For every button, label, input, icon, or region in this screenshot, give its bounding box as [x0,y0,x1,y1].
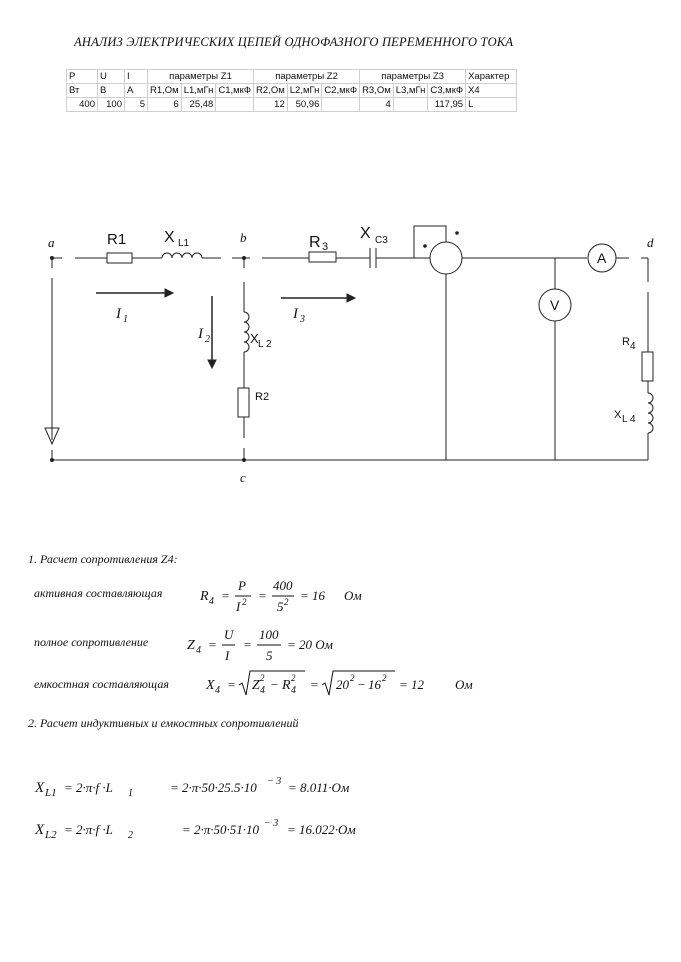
node-dot [243,459,246,462]
resistor-r2 [238,388,249,417]
full-num2: 100 [259,627,279,642]
label-ammeter: A [597,250,607,266]
label-r3: R [309,234,321,251]
label-i3-sub: 3 [300,314,305,325]
node-dot [243,257,246,260]
xl2-calc: = 2·π·50·51·10 [182,822,260,837]
xl2-lhs: X [35,822,45,838]
table-cell: C3,мкФ [428,84,466,98]
full-num: U [224,627,234,642]
table-cell: 12 [254,98,288,112]
label-r4-sub: 4 [630,341,636,352]
label-r2: R2 [255,391,270,403]
section2-formulas [0,770,681,850]
table-cell: 25,48 [181,98,216,112]
cap-unit: Ом [455,677,473,692]
full-label: полное сопротивление [34,635,149,649]
table-cell: U [98,70,125,84]
active-den2-exp: 2 [284,597,289,607]
table-cell: параметры Z3 [360,70,466,84]
label-i2: I [198,326,203,342]
label-i1: I [116,306,121,322]
label-r4: R [622,336,630,348]
full-lhs-sub: 4 [196,645,201,656]
inductor-l2 [244,312,249,352]
node-label-c: c [240,470,246,485]
label-xl4: X [614,409,622,421]
label-i3: I [293,306,298,322]
xl1-formula: = 2·π·f ·L [64,780,113,795]
table-cell: параметры Z1 [148,70,254,84]
active-result: = 16 [300,588,326,603]
equals-sign: = [208,637,217,652]
resistor-r4 [642,352,653,381]
table-cell: R2,Ом [254,84,288,98]
equals-sign: = [243,637,252,652]
active-num: P [238,578,246,593]
equals-sign: = [221,588,230,603]
page-title: АНАЛИЗ ЭЛЕКТРИЧЕСКИХ ЦЕПЕЙ ОДНОФАЗНОГО ПЕРЕМЕННОГО ТОКА [74,35,514,49]
table-cell: I [125,70,148,84]
label-xc3-sub: C3 [375,235,388,246]
cap-minus: − [270,677,279,692]
cap-label: емкостная составляющая [34,677,169,691]
table-cell: 100 [98,98,125,112]
table-cell: 117,95 [428,98,466,112]
node-label-d: d [647,235,654,250]
table-cell: L3,мГн [393,84,428,98]
table-cell: 50,96 [287,98,322,112]
table-cell: В [98,84,125,98]
wattmeter-coil [414,226,446,258]
label-xl2: X [250,331,259,346]
xl1-lhs-sub: L1 [45,787,57,799]
inductor-l4 [648,393,653,433]
label-xl2-sub: L 2 [258,339,272,350]
wattmeter-dot [424,245,427,248]
active-num2: 400 [273,578,293,593]
table-cell: параметры Z2 [254,70,360,84]
section2-heading: 2. Расчет индуктивных и емкостных сопротивлений [28,716,299,730]
table-cell: 4 [360,98,394,112]
table-cell: R1,Ом [148,84,182,98]
cap-rad1: Z [252,678,260,693]
label-xc3: X [360,225,371,242]
table-cell: L [466,98,517,112]
label-r3-sub: 3 [322,241,329,253]
table-cell: P [67,70,98,84]
table-cell: 5 [125,98,148,112]
table-cell: C1,мкФ [216,84,254,98]
label-xl1: X [164,229,175,246]
active-label: активная составляющая [34,586,163,600]
current-arrow-head [208,360,216,368]
cap-result: = 12 [399,677,425,692]
resistor-r1 [107,253,132,263]
current-arrow-head [165,289,173,297]
equals-sign: = [227,677,236,692]
cap-rad4-exp: 2 [382,673,387,683]
table-cell: L1,мГн [181,84,216,98]
label-voltmeter: V [550,297,560,313]
xl2-formula: = 2·π·f ·L [64,822,113,837]
node-label-b: b [240,230,247,245]
label-xl4-sub: L 4 [622,414,636,425]
node-label-a: a [48,235,55,250]
cap-lhs: X [206,678,215,693]
xl2-formula-sub: 2 [128,830,133,841]
current-arrow-head [347,294,355,302]
cap-minus-2: − [357,677,366,692]
wattmeter [430,242,462,274]
inductor-l1 [162,253,202,258]
cap-lhs-sub: 4 [215,685,220,696]
active-den: I [236,599,241,614]
node-dot [51,257,54,260]
full-den: I [225,648,230,663]
active-den-exp: 2 [242,597,247,607]
xl1-lhs: X [35,780,45,796]
full-den2: 5 [266,648,273,663]
xl2-result: = 16.022·Ом [287,822,356,837]
cap-rad3: 20 [336,677,349,692]
table-cell: А [125,84,148,98]
equals-sign: = [310,677,319,692]
active-lhs-sub: 4 [209,596,214,607]
equals-sign: = [258,588,267,603]
section1-formulas [0,575,681,705]
table-cell: 6 [148,98,182,112]
table-cell: L2,мГн [287,84,322,98]
active-unit: Ом [344,588,362,603]
table-cell: C2,мкФ [322,84,360,98]
table-cell: R3,Ом [360,84,394,98]
table-cell: X4 [466,84,517,98]
xl1-result: = 8.011·Ом [288,780,350,795]
table-cell: Вт [67,84,98,98]
active-lhs: R [200,589,209,604]
cap-rad1-sub: 4 [260,685,265,696]
full-result: = 20 Ом [287,637,333,652]
label-xl1-sub: L1 [178,238,190,249]
xl1-calc-exp: − 3 [267,776,282,787]
xl2-lhs-sub: L2 [45,829,57,841]
xl2-calc-exp: − 3 [264,818,279,829]
cap-rad4: 16 [368,677,381,692]
table-cell: 400 [67,98,98,112]
xl1-formula-sub: 1 [128,788,133,799]
xl1-calc: = 2·π·50·25.5·10 [170,780,257,795]
label-i2-sub: 2 [205,334,210,345]
section1-heading: 1. Расчет сопротивления Z4: [28,552,178,566]
resistor-r3 [309,252,336,262]
node-dot [51,459,54,462]
cap-rad1-exp: 2 [260,673,265,683]
cap-rad2-sub: 4 [291,685,296,696]
cap-rad3-exp: 2 [350,673,355,683]
cap-rad2: R [282,678,291,693]
table-cell: Характер [466,70,517,84]
label-r1: R1 [107,231,127,248]
cap-rad2-exp: 2 [291,673,296,683]
label-i1-sub: 1 [123,314,128,325]
active-den2: 5 [277,599,284,614]
full-lhs: Z [187,638,195,653]
wattmeter-dot [456,232,459,235]
